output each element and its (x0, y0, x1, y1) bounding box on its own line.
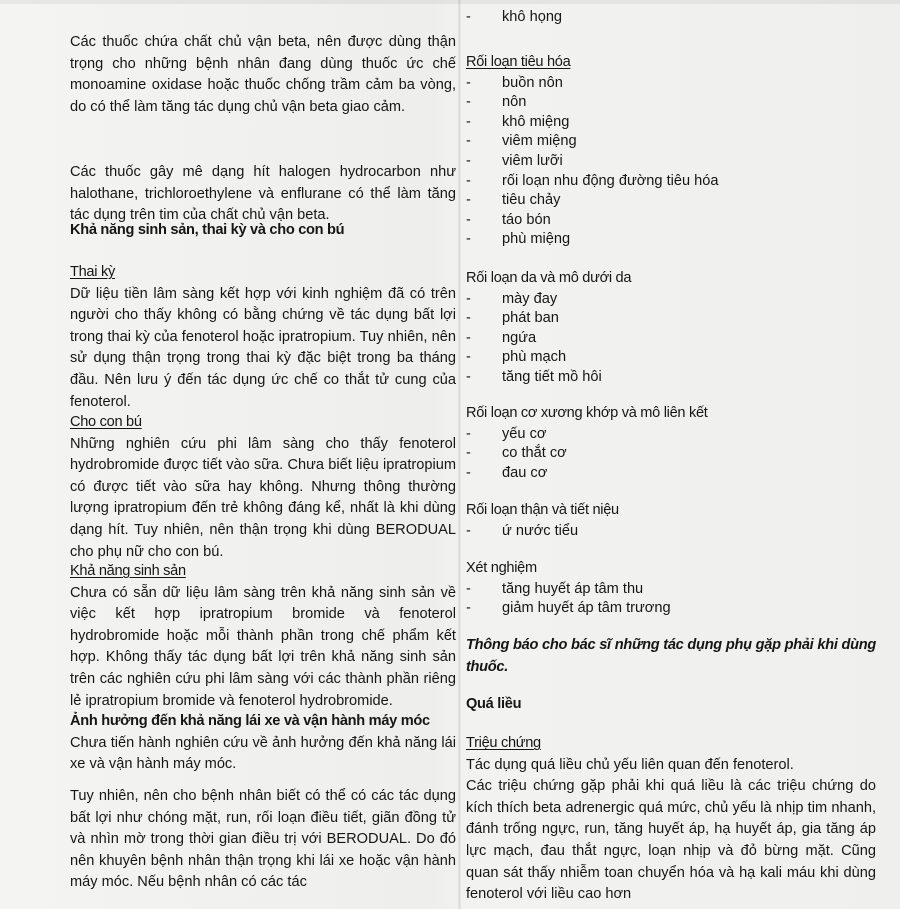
subsection-heading: Triệu chứng (466, 735, 541, 751)
bullet-list (466, 290, 876, 388)
subsection-heading: Xét nghiệm (466, 560, 537, 576)
list-item: - phù miệng (466, 230, 876, 250)
list-item: - buồn nôn (466, 74, 876, 94)
paragraph: Chưa tiến hành nghiên cứu về ảnh hưởng đến khả năng lái xe và vận hành máy móc. (70, 734, 456, 773)
list-item: - ngứa (466, 329, 876, 349)
subsection-heading: Rối loạn da và mô dưới da (466, 270, 632, 286)
paragraph: Các thuốc chứa chất chủ vận beta, nên được dùng thận trọng cho những bệnh nhân đang dùng thuốc ức chế monoamine oxidase hoặc thuốc chống trầm cảm ba vòng, do có thể làm tăng tác dụng chủ vận beta giao cảm. (70, 34, 456, 115)
skin-section (466, 268, 876, 388)
paragraph: Tuy nhiên, nên cho bệnh nhân biết có thể có các tác dụng bất lợi như chóng mặt, run, rối loạn điều tiết, giãn đồng tử và nhìn mờ trong thời gian điều trị với BERODUAL. Do đó nên khuyên bệnh nhân thận trọng khi lái xe hoặc vận hành máy móc. Nếu bệnh nhân có các tác (70, 788, 456, 891)
list-item: - tiêu chảy (466, 191, 876, 211)
list-item: - tăng huyết áp tâm thu (466, 580, 876, 600)
paragraph: Chưa có sẵn dữ liệu lâm sàng trên khả năng sinh sản về việc kết hợp ipratropium bromide và fenoterol hydrobromide hoặc mỗi thành phần trong chế phẩm kết hợp. Không thấy tác dụng bất lợi trên khả năng sinh sản trên các nghiên cứu phi lâm sàng với các thành phần riêng lẻ ipratropium bromide và fenoterol hydrobromide. (70, 584, 456, 709)
section-heading: Quá liều (466, 696, 522, 712)
fertility-sub-section (70, 561, 456, 712)
list-item: - yếu cơ (466, 425, 876, 445)
lactation-section (70, 412, 456, 563)
list-item: - phát ban (466, 309, 876, 329)
list-item: - khô họng (466, 8, 876, 28)
driving-paragraph-2 (70, 786, 456, 894)
section-heading: Ảnh hưởng đến khả năng lái xe và vận hành máy móc (70, 713, 430, 729)
list-item: - phù mạch (466, 348, 876, 368)
list-item: - tăng tiết mồ hôi (466, 368, 876, 388)
fertility-section (70, 220, 456, 242)
list-item: - đau cơ (466, 464, 876, 484)
top-list (466, 8, 876, 28)
musculoskeletal-section (466, 403, 876, 483)
symptoms-section (466, 733, 876, 906)
subsection-heading: Thai kỳ (70, 264, 115, 280)
lab-section (466, 558, 876, 619)
interaction-paragraph-1 (70, 32, 456, 118)
list-item: - rối loạn nhu động đường tiêu hóa (466, 172, 876, 192)
paragraph: Các triệu chứng gặp phải khi quá liều là các triệu chứng do kích thích beta adrenergic quá mức, chủ yếu là nhịp tim nhanh, đánh trống ngực, run, tăng huyết áp, hạ huyết áp, gia tăng áp lực mạch, đau thắt ngực, loạn nhịp và đỏ bừng mặt. Cũng quan sát thấy nhiễm toan chuyển hóa và hạ kali máu khi dùng fenoterol với liều cao hơn (466, 778, 876, 903)
gi-section (466, 52, 876, 250)
subsection-heading: Rối loạn thận và tiết niệu (466, 502, 619, 518)
interaction-paragraph-2 (70, 162, 456, 227)
paragraph: Tác dụng quá liều chủ yếu liên quan đến fenoterol. (466, 756, 794, 773)
notice-text: Thông báo cho bác sĩ những tác dụng phụ gặp phải khi dùng thuốc. (466, 637, 876, 675)
subsection-heading: Cho con bú (70, 414, 142, 430)
list-item: - táo bón (466, 211, 876, 231)
list-item: - khô miệng (466, 113, 876, 133)
renal-section (466, 500, 876, 541)
paragraph: Các thuốc gây mê dạng hít halogen hydrocarbon như halothane, trichloroethylene và enflurane có thể làm tăng tác dụng trên tim của chất chủ vận beta. (70, 164, 456, 224)
overdose-section (466, 694, 876, 716)
pregnancy-section (70, 262, 456, 413)
bullet-list (466, 425, 876, 484)
page-top-edge (0, 0, 900, 4)
notice-block (466, 635, 876, 678)
subsection-heading: Khả năng sinh sản (70, 563, 186, 579)
list-item: - viêm lưỡi (466, 152, 876, 172)
paragraph: Dữ liệu tiền lâm sàng kết hợp với kinh nghiệm đã có trên người cho thấy không có bằng chứng về tác dụng bất lợi trong thai kỳ của fenoterol hoặc ipratropium. Tuy nhiên, nên sử dụng thận trọng trong thai kỳ đặc biệt trong ba tháng đầu. Nên lưu ý đến tác dụng ức chế co thắt tử cung của fenoterol. (70, 285, 456, 410)
bullet-list (466, 522, 876, 542)
list-item: - mày đay (466, 290, 876, 310)
bullet-list (466, 8, 876, 28)
section-heading: Khả năng sinh sản, thai kỳ và cho con bú (70, 222, 345, 238)
list-item: - nôn (466, 93, 876, 113)
page-fold (458, 0, 461, 909)
driving-section (70, 711, 456, 776)
paragraph: Những nghiên cứu phi lâm sàng cho thấy fenoterol hydrobromide được tiết vào sữa. Chưa biết liệu ipratropium có được tiết vào sữa hay không. Nhưng thông thường lượng ipratropium đến trẻ không đáng kể, nhất là khi dùng dạng hít. Tuy nhiên, nên thận trọng khi dùng BERODUAL cho phụ nữ cho con bú. (70, 435, 456, 560)
list-item: - viêm miệng (466, 132, 876, 152)
subsection-heading: Rối loạn cơ xương khớp và mô liên kết (466, 405, 708, 421)
subsection-heading: Rối loạn tiêu hóa (466, 54, 571, 70)
list-item: - ứ nước tiểu (466, 522, 876, 542)
bullet-list (466, 580, 876, 619)
bullet-list (466, 74, 876, 250)
list-item: - co thắt cơ (466, 444, 876, 464)
list-item: - giảm huyết áp tâm trương (466, 599, 876, 619)
